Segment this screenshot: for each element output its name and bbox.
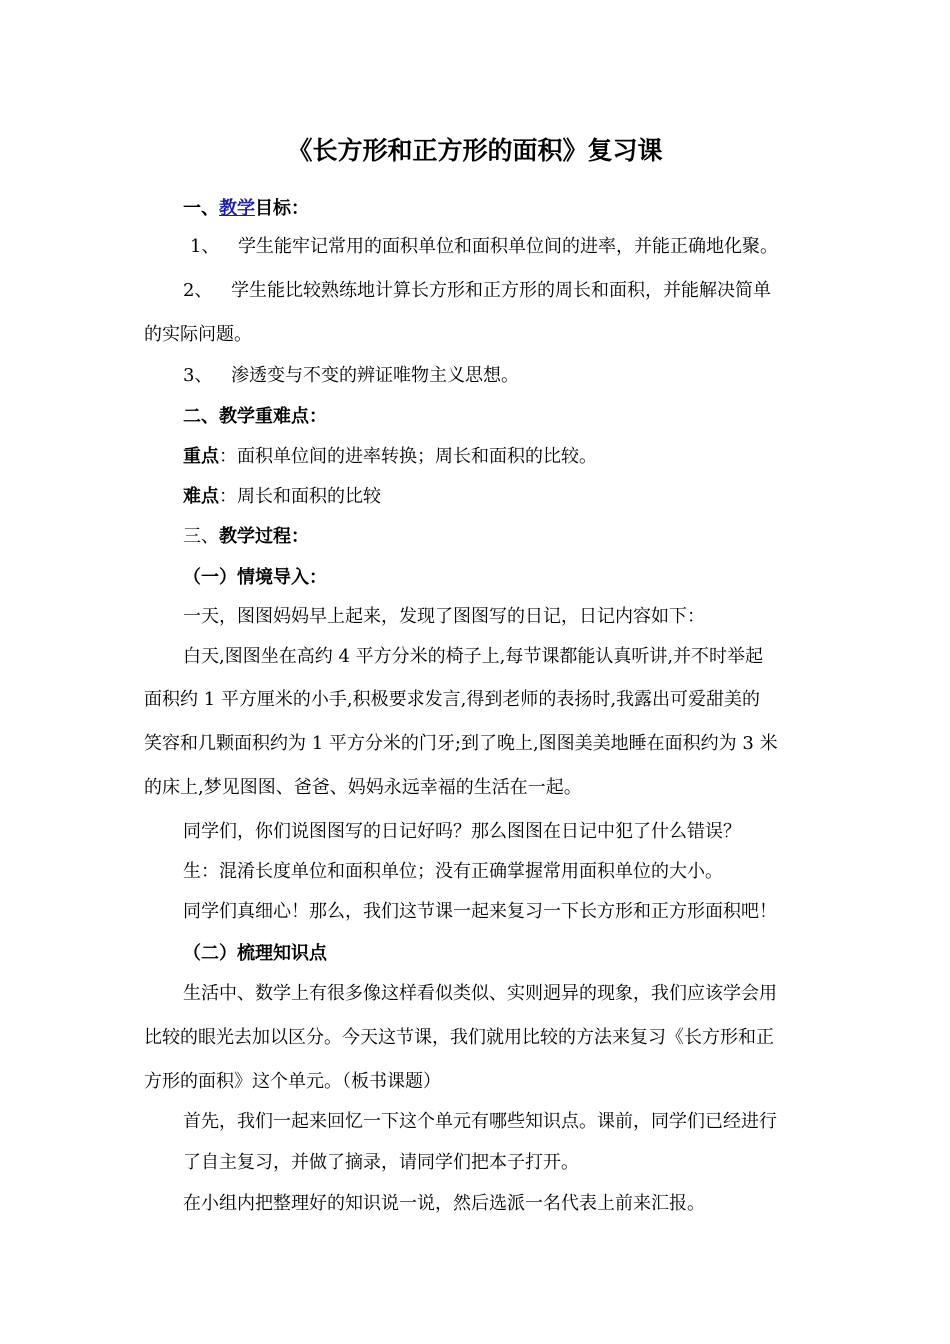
objective-item-2-continuation: 的实际问题。 xyxy=(144,324,252,345)
document-title: 《长方形和正方形的面积》复习课 xyxy=(287,136,663,165)
paragraph-group-report: 在小组内把整理好的知识说一说，然后选派一名代表上前来汇报。 xyxy=(183,1193,705,1214)
item-number: 1、 xyxy=(190,236,220,257)
item-number: 3、 xyxy=(183,365,213,386)
key-point-line xyxy=(183,445,597,469)
section-heading-process xyxy=(183,525,309,549)
section-heading-objectives xyxy=(183,197,309,221)
item-text: 学生能牢记常用的面积单位和面积单位间的进率，并能正确地化聚。 xyxy=(238,236,778,257)
paragraph-intro: 一天，图图妈妈早上起来，发现了图图写的日记，日记内容如下： xyxy=(183,606,705,627)
objective-item-3 xyxy=(183,364,519,388)
transition-paragraph: 同学们真细心！那么，我们这节课一起来复习一下长方形和正方形面积吧！ xyxy=(183,901,777,922)
paragraph-compare-line-1: 生活中、数学上有很多像这样看似类似、实则迥异的现象，我们应该学会用 xyxy=(183,983,777,1004)
diary-line-2: 面积约 1 平方厘米的小手,积极要求发言,得到老师的表扬时,我露出可爱甜美的 xyxy=(144,689,761,710)
subsection-heading-intro: （一）情境导入： xyxy=(183,567,327,588)
key-point-text: ：面积单位间的进率转换；周长和面积的比较。 xyxy=(219,446,597,467)
objective-item-1 xyxy=(190,235,778,259)
paragraph-compare-line-2: 比较的眼光去加以区分。今天这节课，我们就用比较的方法来复习《长方形和正 xyxy=(144,1027,774,1048)
item-text: 学生能比较熟练地计算长方形和正方形的周长和面积，并能解决简单 xyxy=(231,280,771,301)
question-paragraph: 同学们，你们说图图写的日记好吗？那么图图在日记中犯了什么错误？ xyxy=(183,821,741,842)
section-heading-key-points: 二、教学重难点： xyxy=(183,406,327,427)
teaching-link[interactable]: 教学 xyxy=(219,198,255,219)
student-answer: 生：混淆长度单位和面积单位；没有正确掌握常用面积单位的大小。 xyxy=(183,861,723,882)
objective-item-2 xyxy=(183,279,771,303)
section-number: 一、 xyxy=(183,198,219,219)
section-heading-suffix: 目标： xyxy=(255,198,309,219)
diary-line-1: 白天,图图坐在高约 4 平方分米的椅子上,每节课都能认真听讲,并不时举起 xyxy=(183,646,764,667)
section-number: 三、 xyxy=(183,526,219,547)
diary-line-4: 的床上,梦见图图、爸爸、妈妈永远幸福的生活在一起。 xyxy=(144,777,582,798)
paragraph-compare-line-3: 方形的面积》这个单元。（板书课题） xyxy=(144,1071,441,1092)
paragraph-review-line-2: 了自主复习，并做了摘录，请同学们把本子打开。 xyxy=(183,1152,579,1173)
diary-line-3: 笑容和几颗面积约为 1 平方分米的门牙;到了晚上,图图美美地睡在面积约为 3 米 xyxy=(144,733,778,754)
section-heading-text: 教学过程： xyxy=(219,526,309,547)
item-text: 渗透变与不变的辨证唯物主义思想。 xyxy=(231,365,519,386)
difficult-point-line xyxy=(183,485,381,509)
subsection-heading-knowledge: （二）梳理知识点 xyxy=(183,943,327,964)
key-point-label: 重点 xyxy=(183,446,219,467)
difficult-point-text: ：周长和面积的比较 xyxy=(219,486,381,507)
item-number: 2、 xyxy=(183,280,213,301)
paragraph-review-line-1: 首先，我们一起来回忆一下这个单元有哪些知识点。课前，同学们已经进行 xyxy=(183,1111,777,1132)
difficult-point-label: 难点 xyxy=(183,486,219,507)
